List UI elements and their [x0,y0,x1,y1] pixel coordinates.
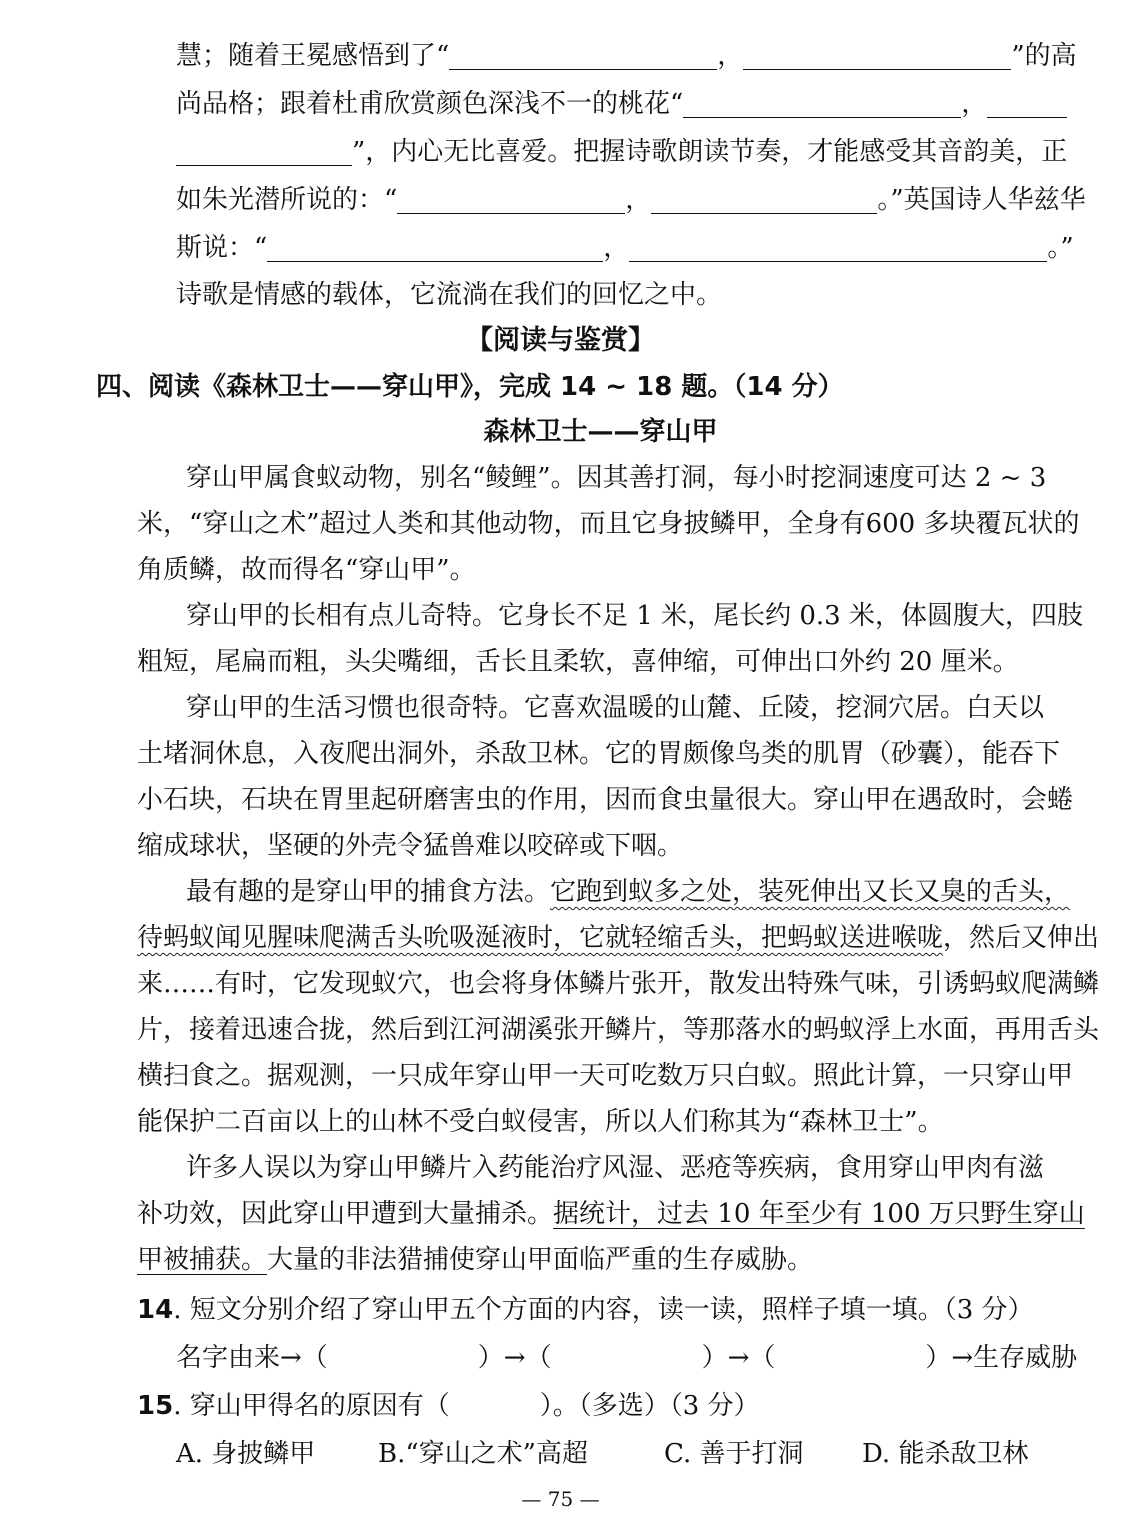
article-p2-line-2: 粗短，尾扁而粗，头尖嘴细，舌长且柔软，喜伸缩，可伸出口外约 20 厘米。 [137,647,1019,677]
text: ）→（ [477,1343,552,1373]
answer-blank[interactable] [449,43,717,70]
article-title: 森林卫士——穿山甲 [483,417,718,447]
text: ， [603,233,630,263]
poem-line-4 [176,177,1106,223]
article-p5-line-1: 许多人误以为穿山甲鳞片入药能治疗风湿、恶疮等疾病，食用穿山甲肉有滋 [186,1153,1045,1183]
question-15 [137,1383,1105,1429]
text: ”的高 [1011,41,1077,71]
article-p1-line-1: 穿山甲属食蚁动物，别名“鲮鲤”。因其善打洞，每小时挖洞速度可达 2 ~ 3 [186,463,1047,493]
wavy-underlined-sentence: 待蚂蚁闻见腥味爬满舌头吮吸涎液时，它就轻缩舌头，把蚂蚁送进喉咙 [137,923,944,953]
article-p5-line-2 [137,1191,1105,1237]
option-b[interactable]: B.“穿山之术”高超 [378,1439,588,1469]
text: ， [717,41,744,71]
text: 最有趣的是穿山甲的捕食方法。 [186,877,551,907]
poem-line-3 [176,129,1106,175]
underlined-sentence: 据统计，过去 10 年至少有 100 万只野生穿山 [553,1199,1085,1229]
article-p4-line-4: 片，接着迅速合拢，然后到江河湖溪张开鳞片，等那落水的蚂蚁浮上水面，再用舌头 [137,1015,1100,1045]
answer-blank[interactable] [267,235,603,262]
text: 。” [1047,233,1074,263]
answer-blank[interactable] [683,91,961,118]
question-number: 14 [137,1295,174,1325]
text: 斯说：“ [176,233,268,263]
text: ，然后又伸出 [943,923,1100,953]
article-p4-line-3: 来……有时，它发现蚁穴，也会将身体鳞片张开，散发出特殊气味，引诱蚂蚁爬满鳞 [137,969,1100,999]
text: 名字由来→（ [176,1343,328,1373]
question-14-chain [176,1335,1106,1381]
article-p5-line-3 [137,1237,1105,1283]
article-p3-line-1: 穿山甲的生活习惯也很奇特。它喜欢温暖的山麓、丘陵，挖洞穴居。白天以 [186,693,1045,723]
answer-blank[interactable] [176,139,352,166]
text: ， [625,185,652,215]
text: ）→（ [701,1343,776,1373]
answer-blank[interactable] [651,187,877,214]
wavy-underlined-sentence: 它跑到蚁多之处，装死伸出又长又臭的舌头， [550,877,1071,907]
poem-line-5 [176,225,1106,271]
article-p3-line-4: 缩成球状，坚硬的外壳令猛兽难以咬碎或下咽。 [137,831,684,861]
section-heading: 【阅读与鉴赏】 [466,325,655,356]
answer-blank[interactable] [987,91,1067,118]
question-group-title: 四、阅读《森林卫士——穿山甲》，完成 14 ~ 18 题。（14 分） [96,372,844,402]
question-text: . 短文分别介绍了穿山甲五个方面的内容，读一读，照样子填一填。（3 分） [173,1295,1034,1325]
question-text: . 穿山甲得名的原因有（ [173,1391,450,1421]
article-p3-line-2: 土堵洞休息，入夜爬出洞外，杀敌卫林。它的胃颇像鸟类的肌胃（砂囊），能吞下 [137,739,1061,769]
article-p4-line-6: 能保护二百亩以上的山林不受白蚁侵害，所以人们称其为“森林卫士”。 [137,1107,944,1137]
answer-blank[interactable] [743,43,1011,70]
text: 补功效，因此穿山甲遭到大量捕杀。 [137,1199,554,1229]
answer-blank[interactable] [397,187,625,214]
page-number: — 75 — [521,1487,600,1511]
article-p4-line-1 [186,869,1121,915]
text: 。”英国诗人华兹华 [877,185,1086,215]
text: 尚品格；跟着杜甫欣赏颜色深浅不一的桃花“ [176,89,684,119]
option-c[interactable]: C. 善于打洞 [664,1439,804,1469]
article-p2-line-1: 穿山甲的长相有点儿奇特。它身长不足 1 米，尾长约 0.3 米，体圆腹大，四肢 [186,601,1083,631]
poem-line-1 [176,33,1106,79]
article-p1-line-3: 角质鳞，故而得名“穿山甲”。 [137,555,476,585]
poem-line-6: 诗歌是情感的载体，它流淌在我们的回忆之中。 [176,280,723,310]
question-number: 15 [137,1391,174,1421]
text: ”，内心无比喜爱。把握诗歌朗读节奏，才能感受其音韵美，正 [352,137,1068,167]
answer-blank[interactable] [629,235,1047,262]
text: ）→生存威胁 [925,1343,1078,1373]
question-14 [137,1287,1105,1333]
question-text: ）。（多选）（3 分） [539,1391,760,1421]
text: 大量的非法猎捕使穿山甲面临严重的生存威胁。 [267,1245,814,1275]
article-p4-line-5: 横扫食之。据观测，一只成年穿山甲一天可吃数万只白蚁。照此计算，一只穿山甲 [137,1061,1074,1091]
article-p1-line-2: 米，“穿山之术”超过人类和其他动物，而且它身披鳞甲，全身有600 多块覆瓦状的 [137,509,1080,539]
text: ， [961,89,988,119]
article-p4-line-2 [137,915,1105,961]
article-p3-line-3: 小石块，石块在胃里起研磨害虫的作用，因而食虫量很大。穿山甲在遇敌时，会蜷 [137,785,1074,815]
underlined-sentence: 甲被捕获。 [137,1245,268,1275]
option-a[interactable]: A. 身披鳞甲 [176,1439,316,1469]
text: 慧；随着王冕感悟到了“ [176,41,450,71]
poem-line-2 [176,81,1106,127]
text: 如朱光潜所说的：“ [176,185,398,215]
option-d[interactable]: D. 能杀敌卫林 [862,1439,1029,1469]
